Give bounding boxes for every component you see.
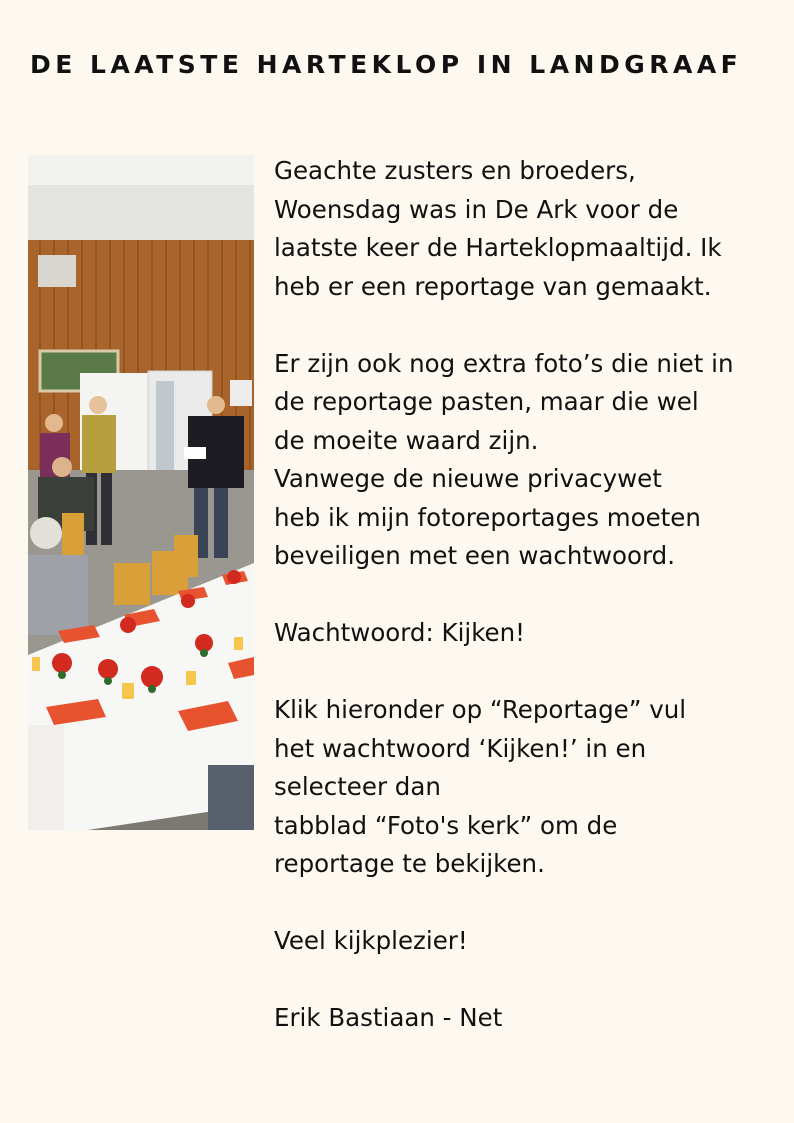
- password-line: Wachtwoord: Kijken!: [274, 618, 525, 647]
- text-line: de moeite waard zijn.: [274, 425, 539, 455]
- text-line: Geachte zusters en broeders,: [274, 156, 636, 185]
- text-line: de reportage pasten, maar die wel: [274, 387, 699, 416]
- text-line: Klik hieronder op “Reportage” vul: [274, 695, 687, 724]
- text-line: heb er een reportage van gemaakt.: [274, 271, 712, 301]
- text-line: Woensdag was in De Ark voor de: [274, 194, 679, 224]
- closing-line: Veel kijkplezier!: [274, 926, 468, 955]
- signature: Erik Bastiaan - Net: [274, 1003, 503, 1032]
- text-line: tabblad “Foto's kerk” om de: [274, 810, 618, 840]
- text-line: Er zijn ook nog extra foto’s die niet in: [274, 348, 734, 378]
- page-title: DE LAATSTE HARTEKLOP IN LANDGRAAF: [30, 50, 743, 79]
- text-line: het wachtwoord ‘Kijken!’ in en: [274, 733, 647, 763]
- letter-body: [274, 152, 774, 1038]
- text-line: heb ik mijn fotoreportages moeten: [274, 502, 701, 532]
- text-line: beveiligen met een wachtwoord.: [274, 541, 676, 570]
- text-line: Vanwege de nieuwe privacywet: [274, 464, 662, 493]
- text-line: selecteer dan: [274, 772, 441, 801]
- text-line: reportage te bekijken.: [274, 849, 545, 878]
- event-photo: [28, 155, 254, 830]
- text-line: laatste keer de Harteklopmaaltijd. Ik: [274, 233, 722, 262]
